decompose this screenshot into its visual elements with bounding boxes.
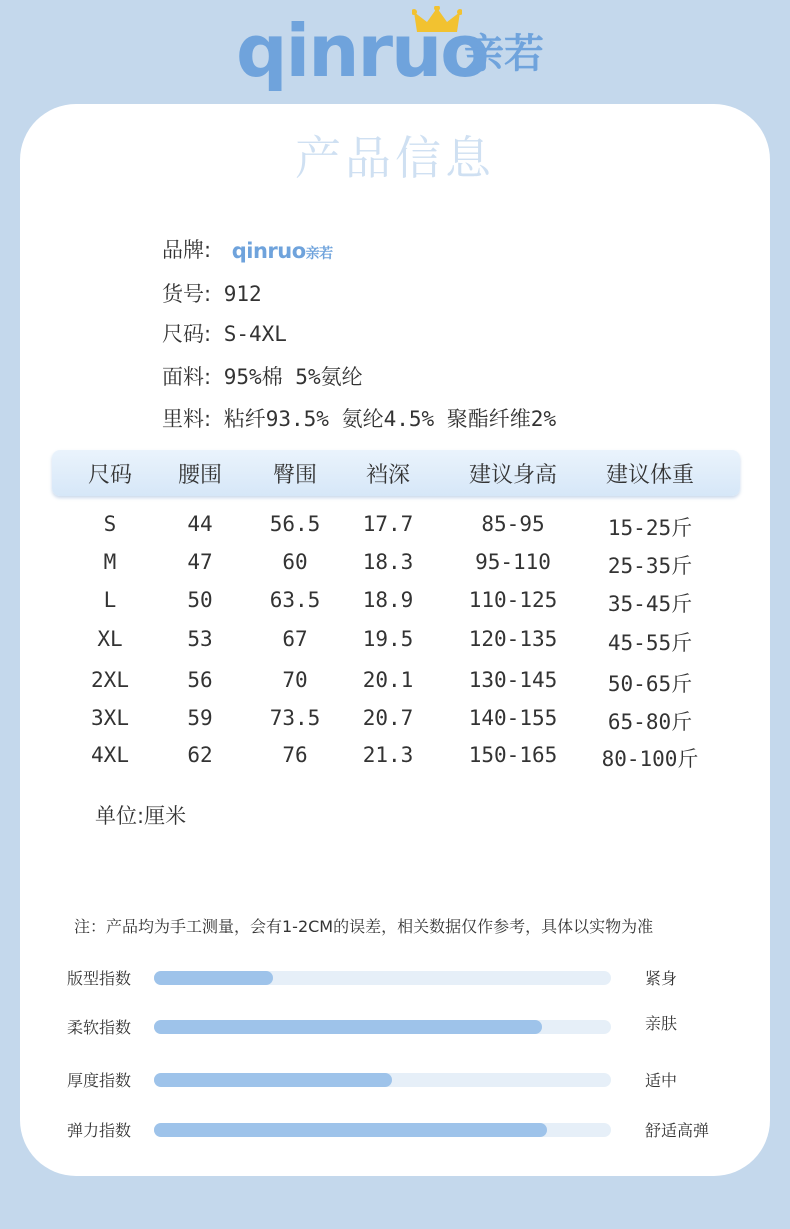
brand-mini-latin: qinruo	[231, 239, 306, 263]
table-cell: 18.9	[362, 588, 414, 612]
table-cell: 73.5	[269, 706, 321, 730]
table-cell: 110-125	[468, 588, 558, 612]
lining-label: 里料:	[162, 407, 212, 431]
index-value: 适中	[645, 1071, 678, 1090]
logo-latin: qinruo	[236, 9, 488, 93]
index-bar-track	[154, 1123, 611, 1137]
table-cell: 50-65斤	[607, 672, 693, 696]
brand-mini-logo	[232, 239, 333, 263]
fabric-value: 95%棉 5%氨纶	[223, 365, 363, 389]
brand-label: 品牌:	[162, 238, 212, 262]
table-cell: 53	[187, 627, 213, 651]
index-label: 柔软指数	[67, 1018, 132, 1037]
table-cell: 18.3	[362, 550, 414, 574]
size-label: 尺码:	[162, 322, 212, 346]
table-cell: 56	[187, 668, 213, 692]
table-cell: 45-55斤	[607, 631, 693, 655]
table-cell: 80-100斤	[601, 747, 699, 771]
info-sku	[162, 278, 262, 308]
table-cell: 3XL	[91, 706, 129, 730]
table-cell: 95-110	[475, 550, 551, 574]
table-cell: 35-45斤	[607, 592, 693, 616]
table-cell: 85-95	[481, 512, 545, 536]
table-cell: 50	[187, 588, 213, 612]
index-bar-fill	[154, 1073, 392, 1087]
sku-label: 货号:	[162, 282, 212, 306]
table-cell: 2XL	[91, 668, 129, 692]
unit-label: 单位:厘米	[95, 804, 187, 828]
table-cell: 47	[187, 550, 213, 574]
table-cell: 17.7	[362, 512, 414, 536]
brand-logo	[236, 6, 566, 98]
table-header: 腰围	[177, 463, 223, 488]
index-bar-fill	[154, 971, 273, 985]
index-bar-track	[154, 1073, 611, 1087]
info-size	[162, 318, 287, 348]
index-value: 舒适高弹	[645, 1121, 710, 1140]
table-cell: 70	[282, 668, 308, 692]
size-value: S-4XL	[223, 322, 287, 346]
index-value: 紧身	[645, 969, 678, 988]
table-cell: S	[103, 512, 117, 536]
table-header: 裆深	[365, 463, 411, 488]
sku-value: 912	[223, 282, 262, 306]
table-cell: 25-35斤	[607, 554, 693, 578]
table-cell: 76	[282, 743, 308, 767]
measurement-note: 注：产品均为手工测量，会有1-2CM的误差，相关数据仅作参考，具体以实物为准	[74, 917, 654, 936]
table-header: 臀围	[272, 463, 318, 488]
index-bar-fill	[154, 1123, 547, 1137]
table-cell: L	[103, 588, 117, 612]
table-cell: 63.5	[269, 588, 321, 612]
index-label: 版型指数	[67, 969, 132, 988]
table-cell: 19.5	[362, 627, 414, 651]
fabric-label: 面料:	[162, 365, 212, 389]
table-header: 建议身高	[468, 463, 558, 488]
info-brand	[162, 234, 333, 264]
table-cell: XL	[97, 627, 123, 651]
logo-cn: 亲若	[464, 31, 544, 77]
table-cell: 65-80斤	[607, 710, 693, 734]
index-label: 弹力指数	[67, 1121, 132, 1140]
index-bar-track	[154, 971, 611, 985]
table-cell: 120-135	[468, 627, 558, 651]
page-title: 产品信息	[295, 131, 495, 185]
table-cell: 4XL	[91, 743, 129, 767]
table-cell: M	[103, 550, 117, 574]
index-bar-track	[154, 1020, 611, 1034]
table-cell: 59	[187, 706, 213, 730]
index-bar-fill	[154, 1020, 542, 1034]
table-cell: 21.3	[362, 743, 414, 767]
info-lining	[162, 403, 556, 433]
table-cell: 15-25斤	[607, 516, 693, 540]
table-cell: 140-155	[468, 706, 558, 730]
info-fabric	[162, 361, 363, 391]
table-cell: 20.7	[362, 706, 414, 730]
table-cell: 44	[187, 512, 213, 536]
table-header: 建议体重	[605, 463, 695, 488]
table-cell: 130-145	[468, 668, 558, 692]
table-cell: 150-165	[468, 743, 558, 767]
table-cell: 20.1	[362, 668, 414, 692]
table-cell: 56.5	[269, 512, 321, 536]
index-label: 厚度指数	[67, 1071, 132, 1090]
table-header: 尺码	[87, 463, 133, 488]
table-cell: 60	[282, 550, 308, 574]
index-value: 亲肤	[645, 1014, 678, 1033]
lining-value: 粘纤93.5% 氨纶4.5% 聚酯纤维2%	[223, 407, 557, 431]
table-cell: 62	[187, 743, 213, 767]
table-cell: 67	[282, 627, 308, 651]
brand-mini-cn: 亲若	[305, 246, 333, 262]
